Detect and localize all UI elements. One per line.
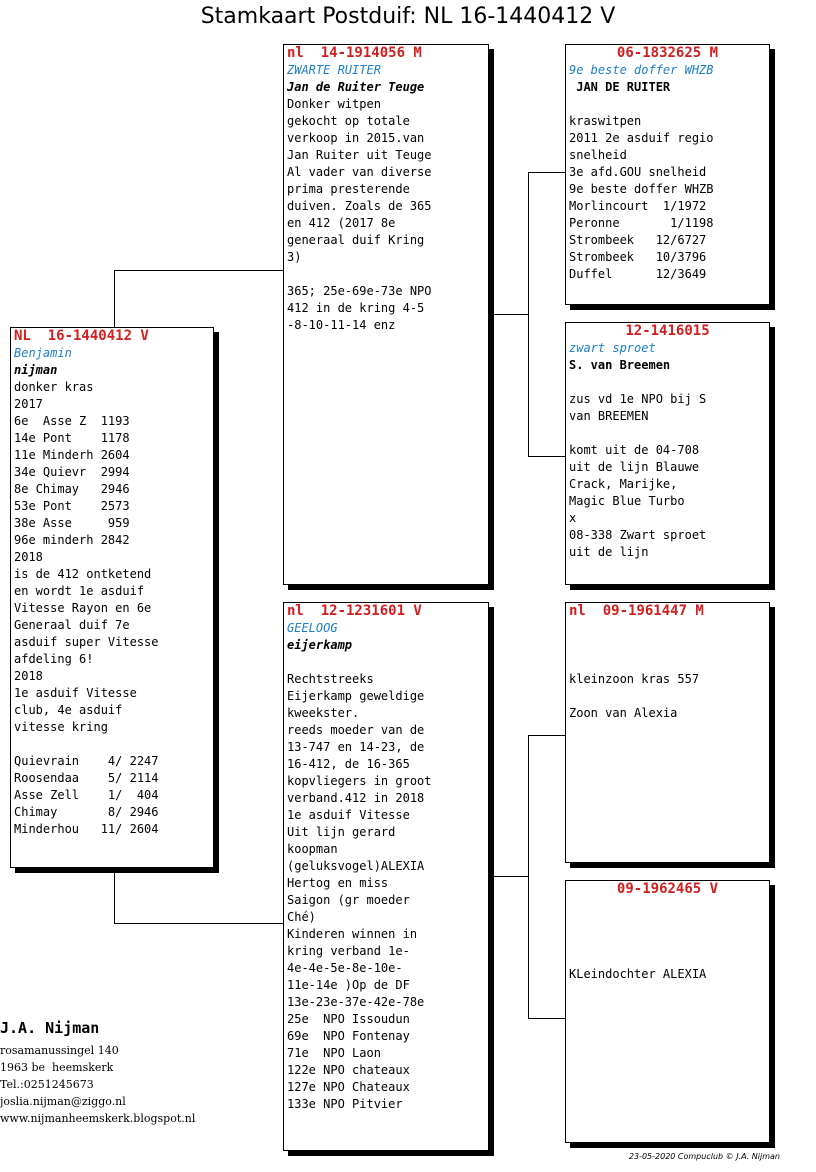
text-line: 2017 bbox=[14, 397, 43, 411]
text-line: kraswitpen bbox=[569, 114, 642, 128]
text-line: 3) bbox=[287, 250, 302, 264]
footer-credit: 23-05-2020 Compuclub © J.A. Nijman bbox=[628, 1152, 780, 1161]
text-line: 53e Pont 2573 bbox=[14, 499, 130, 513]
text-line bbox=[569, 425, 766, 442]
text-line: Minderhou 11/ 2604 bbox=[14, 822, 159, 836]
text-line: Chimay 8/ 2946 bbox=[14, 805, 159, 819]
text-line: 2018 bbox=[14, 669, 43, 683]
text-line: 38e Asse 959 bbox=[14, 516, 130, 530]
connector-line bbox=[528, 735, 566, 736]
text-line: joslia.nijman@ziggo.nl bbox=[0, 1095, 126, 1108]
text-line bbox=[569, 374, 766, 391]
ring-number: nl 09-1961447 M bbox=[569, 603, 704, 619]
text-line: 6e Asse Z 1193 bbox=[14, 414, 130, 428]
ring-number: nl 14-1914056 M bbox=[287, 45, 422, 61]
text-line: 1e asduif Vitesse bbox=[287, 808, 410, 822]
text-line: Asse Zell 1/ 404 bbox=[14, 788, 159, 802]
text-line: donker kras bbox=[14, 380, 94, 394]
text-line: generaal duif Kring bbox=[287, 233, 425, 247]
text-line: 13-747 en 14-23, de bbox=[287, 740, 425, 754]
text-line bbox=[569, 620, 766, 637]
text-line: 133e NPO Pitvier bbox=[287, 1097, 403, 1111]
connector-line bbox=[528, 172, 529, 456]
text-line: 34e Quievr 2994 bbox=[14, 465, 130, 479]
text-line bbox=[14, 736, 210, 753]
text-line: verband.412 in 2018 bbox=[287, 791, 425, 805]
mother-mother-card bbox=[565, 880, 770, 1143]
text-line: 127e NPO Chateaux bbox=[287, 1080, 410, 1094]
owner-name: nijman bbox=[14, 363, 58, 377]
text-line: verkoop in 2015.van bbox=[287, 131, 425, 145]
text-line bbox=[569, 949, 766, 966]
text-line: rosamanussingel 140 bbox=[0, 1044, 119, 1057]
text-line: Ché) bbox=[287, 910, 316, 924]
text-line bbox=[569, 637, 766, 654]
text-line: 69e NPO Fontenay bbox=[287, 1029, 410, 1043]
text-line bbox=[569, 96, 766, 113]
text-line: (geluksvogel)ALEXIA bbox=[287, 859, 425, 873]
connector-line bbox=[490, 876, 528, 877]
mother-card bbox=[283, 602, 489, 1151]
text-line: Rechtstreeks bbox=[287, 672, 374, 686]
text-line: 4e-4e-5e-8e-10e- bbox=[287, 961, 403, 975]
text-line: 1963 be heemskerk bbox=[0, 1061, 114, 1074]
card-lines bbox=[569, 620, 766, 722]
pigeon-name: Benjamin bbox=[14, 346, 72, 360]
text-line: Quievrain 4/ 2247 bbox=[14, 754, 159, 768]
connector-line bbox=[114, 923, 284, 924]
text-line: 11e Minderh 2604 bbox=[14, 448, 130, 462]
connector-line bbox=[114, 868, 115, 923]
text-line: 122e NPO chateaux bbox=[287, 1063, 410, 1077]
text-line bbox=[569, 898, 766, 915]
owner-name: Jan de Ruiter Teuge bbox=[287, 80, 425, 94]
text-line: 365; 25e-69e-73e NPO bbox=[287, 284, 432, 298]
ring-number: 12-1416015 bbox=[625, 323, 710, 339]
text-line: uit de lijn bbox=[569, 545, 649, 559]
text-line: club, 4e asduif bbox=[14, 703, 123, 717]
pigeon-name: zwart sproet bbox=[569, 341, 656, 355]
text-line bbox=[287, 266, 485, 283]
father-father-card bbox=[565, 44, 770, 305]
text-line: 3e afd.GOU snelheid bbox=[569, 165, 707, 179]
text-line: 13e-23e-37e-42e-78e bbox=[287, 995, 425, 1009]
text-line bbox=[569, 688, 766, 705]
connector-line bbox=[490, 314, 528, 315]
text-line: Peronne 1/1198 bbox=[569, 216, 714, 230]
text-line: Hertog en miss bbox=[287, 876, 389, 890]
text-line: Saigon (gr moeder bbox=[287, 893, 410, 907]
connector-line bbox=[528, 735, 529, 1018]
text-line: Zoon van Alexia bbox=[569, 706, 678, 720]
text-line: 9e beste doffer WHZB bbox=[569, 182, 714, 196]
text-line: Morlincourt 1/1972 bbox=[569, 199, 707, 213]
text-line: is de 412 ontketend bbox=[14, 567, 152, 581]
connector-line bbox=[114, 270, 115, 328]
card-lines bbox=[287, 96, 485, 334]
text-line: 412 in de kring 4-5 bbox=[287, 301, 425, 315]
text-line: 08-338 Zwart sproet bbox=[569, 528, 707, 542]
text-line: kopvliegers in groot bbox=[287, 774, 432, 788]
text-line: 16-412, de 16-365 bbox=[287, 757, 410, 771]
father-card bbox=[283, 44, 489, 585]
pigeon-name: ZWARTE RUITER bbox=[287, 63, 381, 77]
text-line: Roosendaa 5/ 2114 bbox=[14, 771, 159, 785]
ring-number: NL 16-1440412 V bbox=[14, 328, 149, 344]
text-line bbox=[287, 654, 485, 671]
card-lines bbox=[569, 96, 766, 283]
text-line: 2018 bbox=[14, 550, 43, 564]
text-line: Eijerkamp geweldige bbox=[287, 689, 425, 703]
text-line: Strombeek 12/6727 bbox=[569, 233, 707, 247]
text-line: www.nijmanheemskerk.blogspot.nl bbox=[0, 1112, 196, 1125]
mother-father-card bbox=[565, 602, 770, 863]
text-line: Tel.:0251245673 bbox=[0, 1078, 94, 1091]
owner-name: eijerkamp bbox=[287, 638, 353, 652]
breeder-address bbox=[0, 1043, 195, 1128]
text-line: 8e Chimay 2946 bbox=[14, 482, 130, 496]
text-line: Duffel 12/3649 bbox=[569, 267, 707, 281]
text-line: kring verband 1e- bbox=[287, 944, 410, 958]
text-line: komt uit de 04-708 bbox=[569, 443, 700, 457]
text-line: van BREEMEN bbox=[569, 409, 649, 423]
text-line: afdeling 6! bbox=[14, 652, 94, 666]
text-line: Vitesse Rayon en 6e bbox=[14, 601, 152, 615]
text-line: Magic Blue Turbo bbox=[569, 494, 685, 508]
owner-name: JAN DE RUITER bbox=[569, 80, 671, 94]
text-line: 14e Pont 1178 bbox=[14, 431, 130, 445]
breeder-name: J.A. Nijman bbox=[0, 1019, 100, 1037]
card-lines bbox=[569, 374, 766, 561]
text-line: Kinderen winnen in bbox=[287, 927, 418, 941]
ring-number: nl 12-1231601 V bbox=[287, 603, 422, 619]
text-line: snelheid bbox=[569, 148, 627, 162]
card-lines bbox=[569, 898, 766, 983]
text-line: Uit lijn gerard bbox=[287, 825, 396, 839]
text-line: prima presterende bbox=[287, 182, 410, 196]
text-line: 71e NPO Laon bbox=[287, 1046, 381, 1060]
text-line: x bbox=[569, 511, 577, 525]
ring-number: 06-1832625 M bbox=[616, 45, 719, 61]
text-line bbox=[569, 932, 766, 949]
text-line: Donker witpen bbox=[287, 97, 381, 111]
text-line: -8-10-11-14 enz bbox=[287, 318, 396, 332]
text-line: reeds moeder van de bbox=[287, 723, 425, 737]
text-line: kweekster. bbox=[287, 706, 360, 720]
text-line: 1e asduif Vitesse bbox=[14, 686, 137, 700]
text-line: Generaal duif 7e bbox=[14, 618, 130, 632]
connector-line bbox=[528, 1018, 566, 1019]
text-line: Strombeek 10/3796 bbox=[569, 250, 707, 264]
text-line bbox=[569, 915, 766, 932]
text-line: KLeindochter ALEXIA bbox=[569, 967, 707, 981]
ring-number: 09-1962465 V bbox=[616, 881, 719, 897]
pigeon-name: GEELOOG bbox=[287, 621, 338, 635]
text-line: zus vd 1e NPO bij S bbox=[569, 392, 707, 406]
text-line bbox=[569, 654, 766, 671]
text-line: 96e minderh 2842 bbox=[14, 533, 130, 547]
text-line: en 412 (2017 8e bbox=[287, 216, 396, 230]
subject-card bbox=[10, 327, 214, 868]
owner-name: S. van Breemen bbox=[569, 358, 671, 372]
text-line: en wordt 1e asduif bbox=[14, 584, 145, 598]
connector-line bbox=[528, 456, 566, 457]
text-line: 11e-14e )Op de DF bbox=[287, 978, 410, 992]
text-line: 2011 2e asduif regio bbox=[569, 131, 714, 145]
text-line: asduif super Vitesse bbox=[14, 635, 159, 649]
connector-line bbox=[114, 270, 284, 271]
text-line: Crack, Marijke, bbox=[569, 477, 678, 491]
pigeon-name: 9e beste doffer WHZB bbox=[569, 63, 714, 77]
text-line: kleinzoon kras 557 bbox=[569, 672, 700, 686]
text-line: koopman bbox=[287, 842, 338, 856]
text-line: Jan Ruiter uit Teuge bbox=[287, 148, 432, 162]
page-title: Stamkaart Postduif: NL 16-1440412 V bbox=[200, 4, 616, 29]
card-lines bbox=[14, 379, 210, 838]
card-lines bbox=[287, 654, 485, 1113]
text-line: gekocht op totale bbox=[287, 114, 410, 128]
text-line: Al vader van diverse bbox=[287, 165, 432, 179]
connector-line bbox=[528, 172, 566, 173]
text-line: duiven. Zoals de 365 bbox=[287, 199, 432, 213]
text-line: 25e NPO Issoudun bbox=[287, 1012, 410, 1026]
text-line: vitesse kring bbox=[14, 720, 108, 734]
text-line: uit de lijn Blauwe bbox=[569, 460, 700, 474]
father-mother-card bbox=[565, 322, 770, 585]
